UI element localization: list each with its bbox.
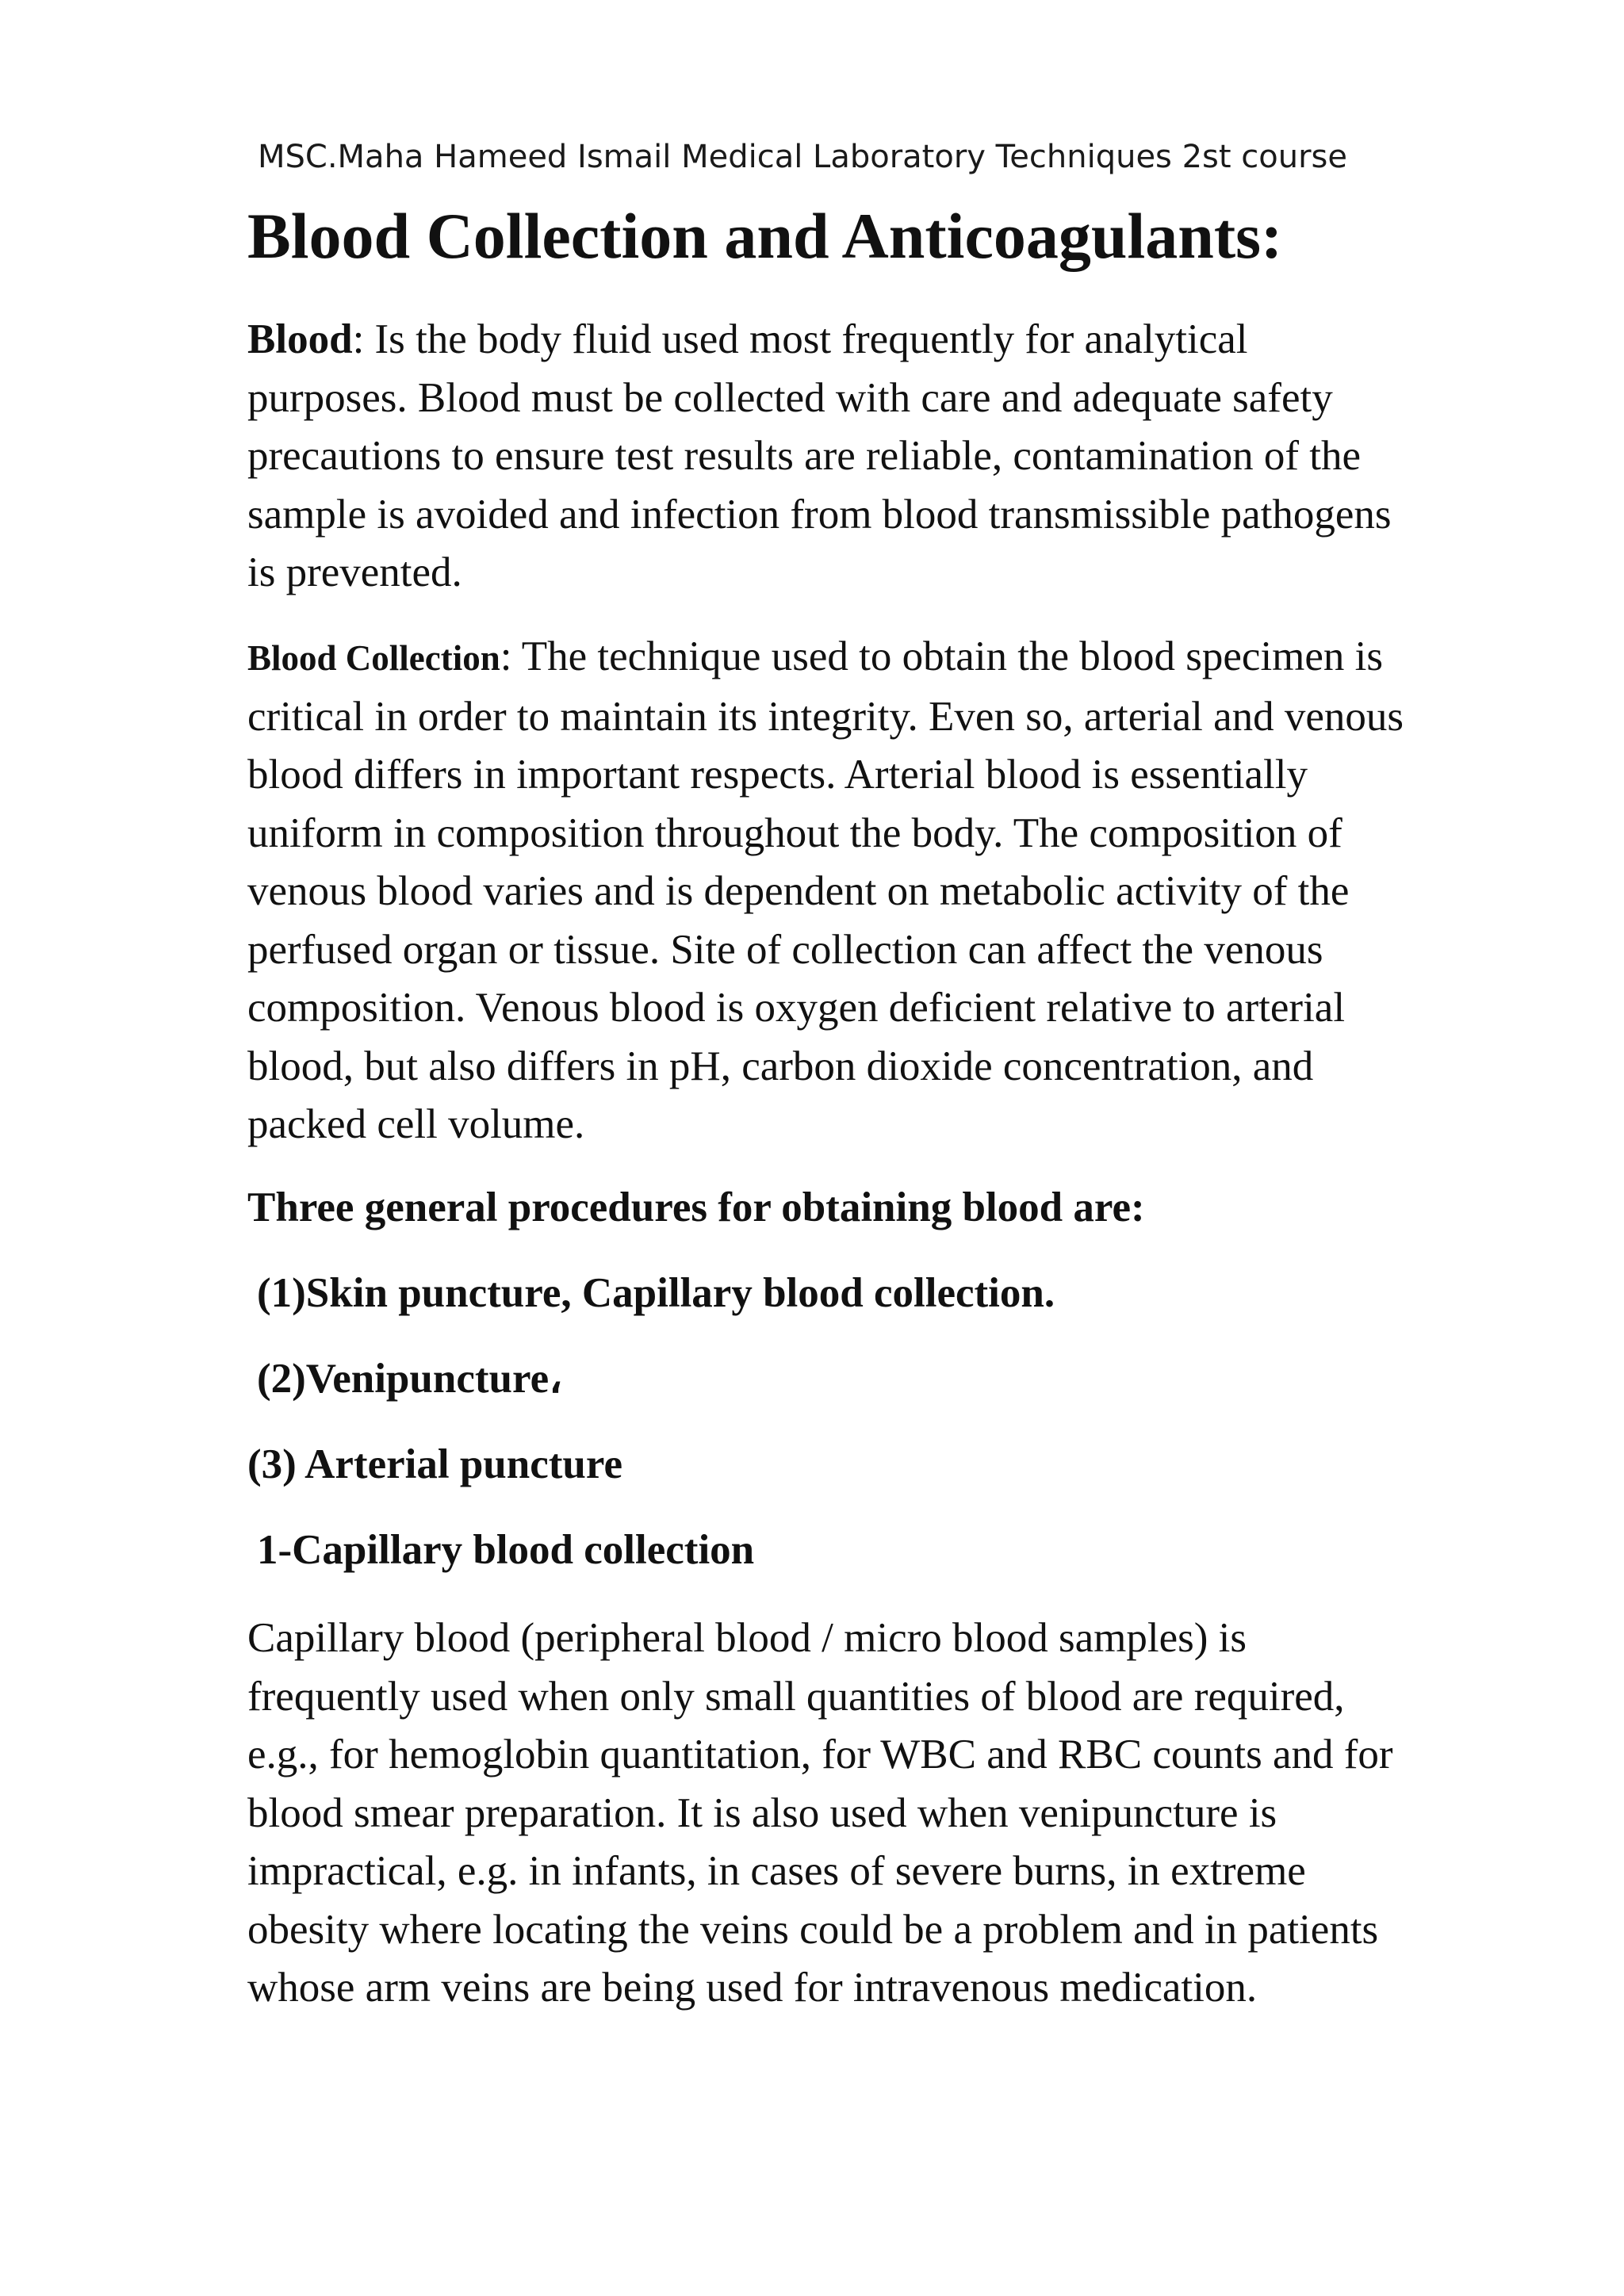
page-header: MSC.Maha Hameed Ismail Medical Laboratory Techniques 2st course: [258, 139, 1348, 175]
paragraph-blood-collection: [247, 628, 1405, 1154]
paragraph-blood: [247, 311, 1405, 603]
paragraph-blood-collection-text: : The technique used to obtain the blood specimen is critical in order to maintain its integrity. Even so, arterial and venous blood differs in important respects. Arterial blood is essentially uniform in composition throughout the body. The composition of venous blood varies and is dependent on metabolic activity of the perfused organ or tissue. Site of collection can affect the venous composition. Venous blood is oxygen deficient relative to arterial blood, but also differs in pH, carbon dioxide concentration, and packed cell volume.: [247, 633, 1404, 1147]
paragraph-capillary: Capillary blood (peripheral blood / micro blood samples) is frequently used when only small quantities of blood are required, e.g., for hemoglobin quantitation, for WBC and RBC counts and for blood smear preparation. It is also used when venipuncture is impractical, e.g. in infants, in cases of severe burns, in extreme obesity where locating the veins could be a problem and in patients whose arm veins are being used for intravenous medication.: [247, 1615, 1393, 2011]
section-heading-capillary: 1-Capillary blood collection: [257, 1527, 755, 1573]
document-title: Blood Collection and Anticoagulants:: [247, 200, 1283, 272]
term-blood-collection: Blood Collection: [247, 638, 500, 678]
term-blood: Blood: [247, 316, 353, 362]
procedure-item-venipuncture: (2)Venipuncture،: [257, 1356, 563, 1402]
procedures-heading: Three general procedures for obtaining blood are:: [247, 1184, 1145, 1230]
procedure-item-arterial-puncture: (3) Arterial puncture: [247, 1441, 622, 1487]
procedure-item-skin-puncture: (1)Skin puncture, Capillary blood collection.: [257, 1270, 1055, 1316]
paragraph-blood-text: : Is the body fluid used most frequently for analytical purposes. Blood must be collected with care and adequate safety precautions to ensure test results are reliable, contamination of the sample is avoided and infection from blood transmissible pathogens is prevented.: [247, 316, 1392, 595]
